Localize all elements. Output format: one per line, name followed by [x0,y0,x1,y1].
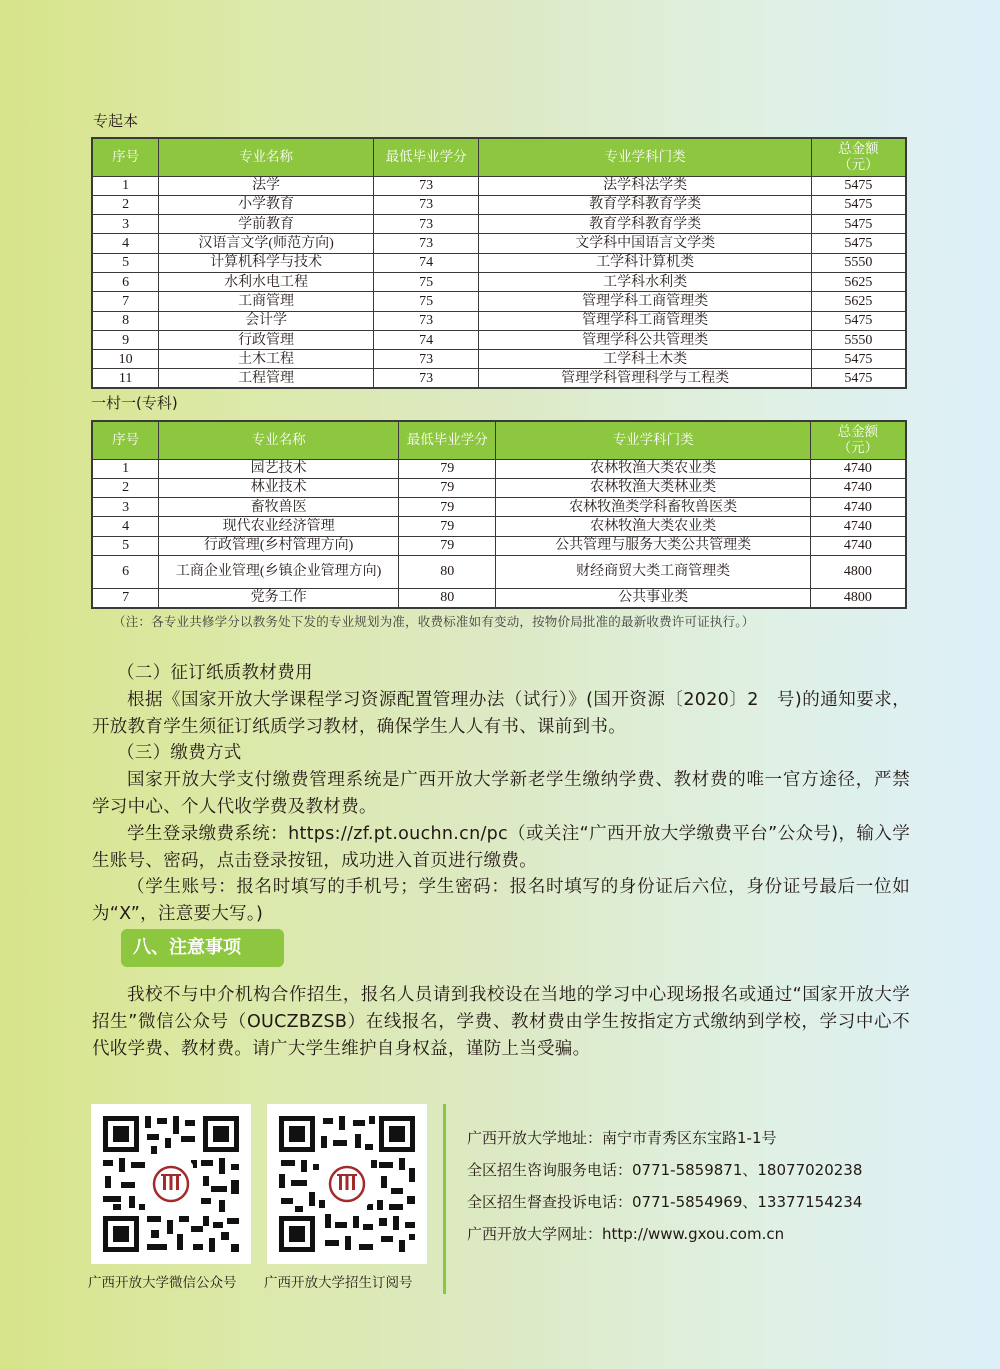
notice-paragraph: 我校不与中介机构合作招生，报名人员请到我校设在当地的学习中心现场报名或通过“国家开放大学招生”微信公众号（OUCZBZSB）在线报名，学费、教材费由学生按指定方式缴纳到学校，学习中心不代收学费、教材费。请广大学生维护自身权益，谨防上当受骗。 [92,985,910,1059]
cell-amount: 4740 [810,517,906,536]
cell-major: 工商企业管理(乡镇企业管理方向) [159,555,399,588]
cell-category: 教育学科教育学类 [479,195,811,214]
cell-credits: 74 [373,330,479,349]
cell-category: 工学科水利类 [479,272,811,291]
cell-credits: 80 [398,588,496,607]
cell-no: 5 [92,536,159,555]
table-row [92,176,906,195]
cell-major: 工程管理 [159,369,374,388]
col-header-amount [811,138,906,176]
cell-amount: 5550 [811,253,906,272]
cell-no: 7 [92,588,159,607]
cell-credits: 75 [373,292,479,311]
cell-no: 1 [92,459,159,478]
table-row [92,369,906,388]
table-row [92,478,906,497]
cell-credits: 73 [373,234,479,253]
payment-paragraph-2: 学生登录缴费系统：https://zf.pt.ouchn.cn/pc（或关注“广西开放大学缴费平台”公众号)，输入学生账号、密码，点击登录按钮，成功进入首页进行缴费。 [92,823,910,871]
cell-no: 6 [92,555,159,588]
col-header-major: 专业名称 [159,421,399,459]
table-row [92,215,906,234]
cell-category: 管理学科工商管理类 [479,292,811,311]
table-row [92,517,906,536]
cell-amount: 4740 [810,459,906,478]
cell-no: 10 [92,350,159,369]
cell-major: 水利水电工程 [159,272,374,291]
cell-amount: 5475 [811,234,906,253]
col-header-no: 序号 [92,138,159,176]
table-row [92,350,906,369]
cell-major: 工商管理 [159,292,374,311]
table-header-row [92,421,906,459]
cell-credits: 79 [398,517,496,536]
table-row [92,195,906,214]
cell-amount: 5475 [811,311,906,330]
cell-amount: 5475 [811,215,906,234]
cell-no: 4 [92,517,159,536]
cell-amount: 5625 [811,272,906,291]
cell-major: 党务工作 [159,588,399,607]
col-header-category: 专业学科门类 [479,138,811,176]
cell-category: 管理学科管理科学与工程类 [479,369,811,388]
table-row [92,536,906,555]
cell-no: 5 [92,253,159,272]
cell-amount: 5475 [811,350,906,369]
cell-credits: 79 [398,498,496,517]
cell-credits: 80 [398,555,496,588]
cell-no: 3 [92,498,159,517]
cell-credits: 73 [373,195,479,214]
cell-amount: 4740 [810,478,906,497]
table-row [92,588,906,607]
cell-credits: 74 [373,253,479,272]
cell-no: 2 [92,195,159,214]
contact-address: 广西开放大学地址：南宁市青秀区东宝路1-1号 [467,1129,777,1147]
cell-major: 土木工程 [159,350,374,369]
cell-major: 园艺技术 [159,459,399,478]
contact-divider [443,1104,446,1294]
cell-credits: 73 [373,176,479,195]
cell-credits: 73 [373,215,479,234]
qr-code-wechat-official [91,1104,251,1264]
qr-code-admissions-subscription [267,1104,427,1264]
cell-no: 11 [92,369,159,388]
payment-paragraph-1: 国家开放大学支付缴费管理系统是广西开放大学新老学生缴纳学费、教材费的唯一官方途径，严禁学习中心、个人代收学费及教材费。 [92,770,910,817]
cell-category: 公共事业类 [496,588,810,607]
cell-no: 3 [92,215,159,234]
payment-heading: （三）缴费方式 [117,743,242,764]
table-row [92,459,906,478]
fee-note: （注：各专业共修学分以教务处下发的专业规划为准，收费标准如有变动，按物价局批准的最新收费许可证执行。） [113,614,755,629]
cell-major: 畜牧兽医 [159,498,399,517]
cell-major: 会计学 [159,311,374,330]
contact-complaint-phone: 全区招生督查投诉电话：0771-5854969、13377154234 [467,1193,863,1211]
cell-credits: 79 [398,536,496,555]
payment-paragraph-3: （学生账号：报名时填写的手机号；学生密码：报名时填写的身份证后六位，身份证号最后一位如为“X”，注意要大写。) [92,877,910,925]
notice-section-badge: 八、注意事项 [121,929,284,967]
fees-and-payment-section [92,660,910,928]
contact-website: 广西开放大学网址：http://www.gxou.com.cn [467,1225,785,1243]
cell-category: 财经商贸大类工商管理类 [496,555,810,588]
col-header-credits: 最低毕业学分 [373,138,479,176]
textbook-paragraph: 根据《国家开放大学课程学习资源配置管理办法（试行）》(国开资源〔2020〕2 号)的通知要求，开放教育学生须征订纸质学习教材，确保学生人人有书、课前到书。 [92,689,910,737]
textbook-heading: （二）征订纸质教材费用 [117,663,313,683]
cell-credits: 73 [373,350,479,369]
cell-no: 6 [92,272,159,291]
cell-no: 7 [92,292,159,311]
cell-major: 行政管理(乡村管理方向) [159,536,399,555]
cell-category: 管理学科公共管理类 [479,330,811,349]
cell-major: 计算机科学与技术 [159,253,374,272]
cell-no: 9 [92,330,159,349]
section-label-zhuanqiben: 专起本 [93,112,139,130]
section-label-yicunyi: 一村一(专科) [91,394,178,412]
cell-amount: 5550 [811,330,906,349]
table-row [92,498,906,517]
cell-amount: 5475 [811,176,906,195]
cell-major: 学前教育 [159,215,374,234]
col-header-category: 专业学科门类 [496,421,810,459]
cell-category: 农林牧渔大类林业类 [496,478,810,497]
cell-no: 2 [92,478,159,497]
cell-category: 农林牧渔大类农业类 [496,517,810,536]
col-header-amount [810,421,906,459]
cell-credits: 75 [373,272,479,291]
table-row [92,292,906,311]
cell-category: 工学科计算机类 [479,253,811,272]
cell-category: 农林牧渔类学科畜牧兽医类 [496,498,810,517]
col-header-major: 专业名称 [159,138,374,176]
cell-category: 教育学科教育学类 [479,215,811,234]
notice-section [92,982,910,1062]
col-header-no: 序号 [92,421,159,459]
cell-category: 公共管理与服务大类公共管理类 [496,536,810,555]
cell-no: 1 [92,176,159,195]
qr-code-icon [267,1104,427,1264]
fee-table-zhuanqiben [91,137,907,389]
cell-amount: 4740 [810,498,906,517]
amount-header-line1: 总金额 [837,424,879,441]
table-row [92,555,906,588]
cell-credits: 79 [398,478,496,497]
cell-amount: 5625 [811,292,906,311]
col-header-credits: 最低毕业学分 [398,421,496,459]
amount-header-line2: （元） [838,157,879,174]
contact-consult-phone: 全区招生咨询服务电话：0771-5859871、18077020238 [467,1161,863,1179]
qr-code-icon [91,1104,251,1264]
table-row [92,330,906,349]
cell-amount: 5475 [811,369,906,388]
cell-category: 文学科中国语言文学类 [479,234,811,253]
qr-caption-admissions-subscription: 广西开放大学招生订阅号 [264,1275,413,1291]
cell-major: 行政管理 [159,330,374,349]
table-header-row [92,138,906,176]
cell-credits: 79 [398,459,496,478]
cell-major: 小学教育 [159,195,374,214]
table-row [92,234,906,253]
fee-table-yicunyi [91,420,907,609]
cell-amount: 4800 [810,555,906,588]
amount-header-line1: 总金额 [838,141,879,158]
cell-amount: 4740 [810,536,906,555]
cell-major: 法学 [159,176,374,195]
cell-category: 农林牧渔大类农业类 [496,459,810,478]
cell-category: 法学科法学类 [479,176,811,195]
cell-credits: 73 [373,311,479,330]
cell-amount: 5475 [811,195,906,214]
cell-credits: 73 [373,369,479,388]
cell-category: 工学科土木类 [479,350,811,369]
cell-major: 林业技术 [159,478,399,497]
table-row [92,311,906,330]
table-row [92,272,906,291]
cell-category: 管理学科工商管理类 [479,311,811,330]
cell-amount: 4800 [810,588,906,607]
qr-caption-wechat-official: 广西开放大学微信公众号 [88,1275,237,1291]
cell-major: 现代农业经济管理 [159,517,399,536]
table-row [92,253,906,272]
amount-header-line2: （元） [837,440,879,457]
cell-major: 汉语言文学(师范方向) [159,234,374,253]
cell-no: 8 [92,311,159,330]
cell-no: 4 [92,234,159,253]
